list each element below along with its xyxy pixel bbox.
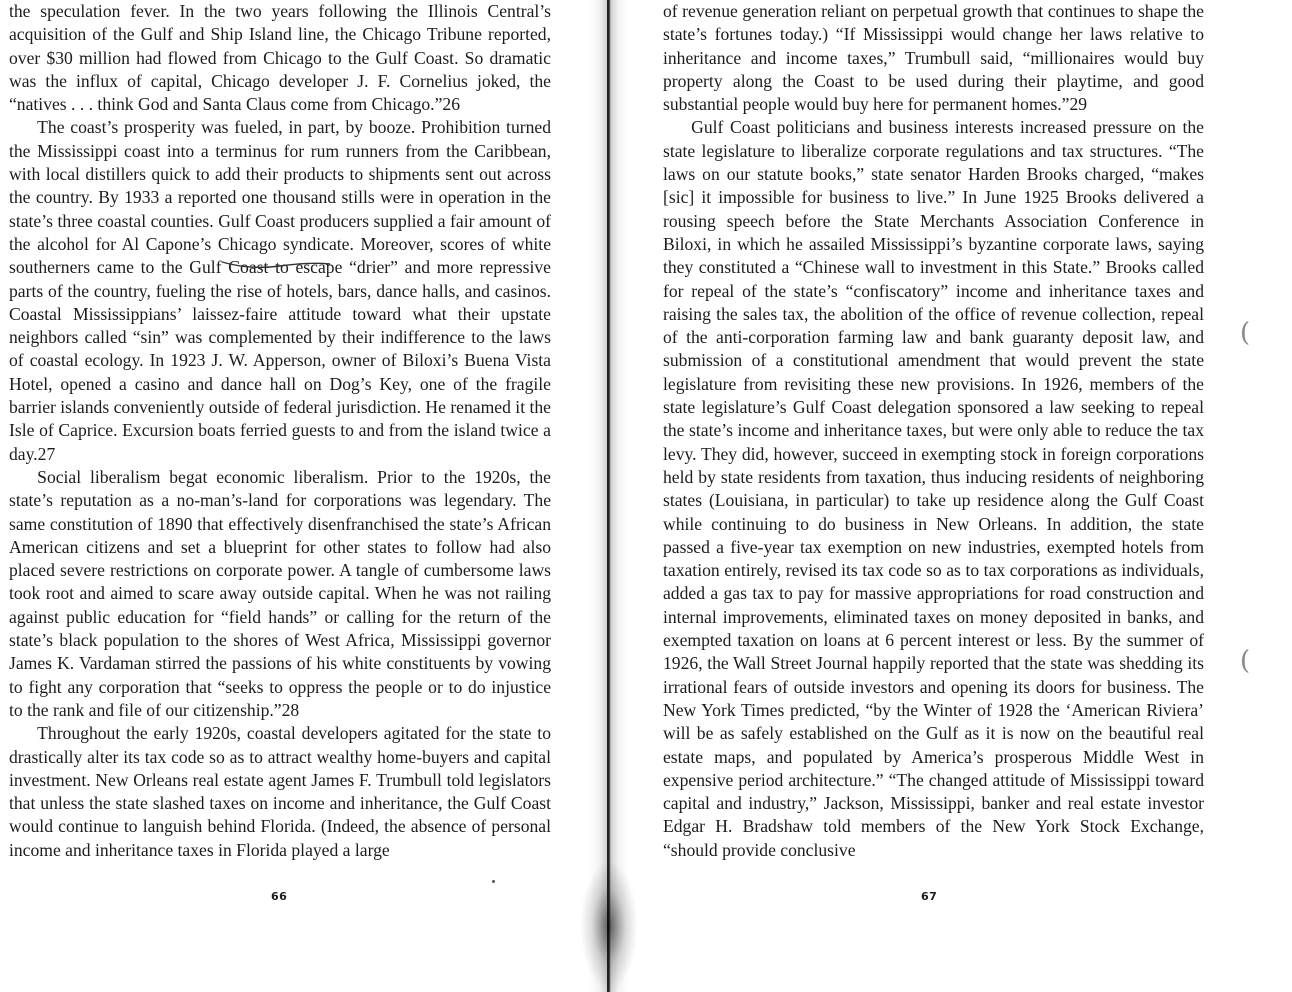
right-page [663, 0, 1204, 862]
scan-speck [492, 880, 495, 883]
left-paragraph-3: Social liberalism begat economic liberalism. Prior to the 1920s, the state’s reputation as a no-man’s-land for corporations was legendary. The same constitution of 1890 that effectively disenfranchised the state’s African American citizens and set a blueprint for other states to follow had also placed severe restrictions on corporate power. A tangle of cumbersome laws took root and aimed to scare away outside capital. When he was not railing against public education for “field hands” or calling for the return of the state’s black population to the shores of West Africa, Mississippi governor James K. Vardaman stirred the passions of his white constituents by vowing to fight any corporation that “seeks to oppress the people or to do injustice to the rank and file of our citizenship.”28 [9, 466, 551, 720]
margin-bracket-mark: ( [1240, 318, 1251, 348]
left-paragraph-1: the speculation fever. In the two years following the Illinois Central’s acquisition of the Gulf and Ship Island line, the Chicago Tribune reported, over $30 million had flowed from Chicago to the Gulf Coast. So dramatic was the influx of capital, Chicago developer J. F. Cornelius joked, the “natives . . . think God and Santa Claus come from Chicago.”26 [9, 1, 551, 115]
margin-bracket-mark: ( [1240, 646, 1251, 676]
right-paragraph-2: Gulf Coast politicians and business interests increased pressure on the state legislature to liberalize corporate regulations and tax structures. “The laws on our statute books,” state senator Harden Brooks charged, “makes [sic] it impossible for business to live.” In June 1925 Brooks delivered a rousing speech before the State Merchants Association Conference in Biloxi, in which he assailed Mississippi’s byzantine corporate laws, saying they constituted a “Chinese wall to investment in this State.” Brooks called for repeal of the state’s “confiscatory” income and inheritance taxes and raising the sales tax, the abolition of the office of revenue collection, repeal of the anti-corporation farming law and bank guaranty deposit law, and submission of a constitutional amendment that would prevent the state legislature from revisiting these new provisions. In 1926, members of the state legislature’s Gulf Coast delegation sponsored a law seeking to repeal the state’s income and inheritance taxes, but were only able to reduce the tax levy. They did, however, succeed in exempting stock in foreign corporations held by state residents from taxation, thus inducing residents of neighboring states (Louisiana, in particular) to take up residence along the Gulf Coast while continuing to do business in New Orleans. In addition, the state passed a five-year tax exemption on new industries, exempted hotels from taxation entirely, revised its tax code so as to tax corporations as individuals, added a gas tax to pay for massive appropriations for road construction and internal improvements, eliminated taxes on money deposited in banks, and exempted taxation on loans at 6 percent interest or less. By the summer of 1926, the Wall Street Journal happily reported that the state was shedding its irrational fears of outside investors and opening its doors for business. The New York Times predicted, “by the Winter of 1928 the ‘American Riviera’ will be as safely established on the Gulf as it is now on the beautiful real estate maps, and populated by America’s prosperous Middle West in expensive period architecture.” “The changed attitude of Mississippi toward capital and industry,” Jackson, Mississippi, banker and real estate investor Edgar H. Bradshaw told members of the New York Stock Exchange, “should provide conclusive [663, 117, 1204, 860]
right-page-number: 67 [921, 890, 938, 903]
left-paragraph-2: The coast’s prosperity was fueled, in part, by booze. Prohibition turned the Mississippi coast into a terminus for rum runners from the Caribbean, with local distillers quick to add their products to shipments sent out across the country. By 1933 a reported one thousand stills were in operation in the state’s three coastal counties. Gulf Coast producers supplied a fair amount of the alcohol for Al Capone’s Chicago syndicate. Moreover, scores of white southerners came to the Gulf Coast to escape “drier” and more repressive parts of the country, fueling the rise of hotels, bars, dance halls, and casinos. Coastal Mississippians’ laissez-faire attitude toward what their upstate neighbors called “sin” was complemented by their indifference to the laws of coastal ecology. In 1923 J. W. Apperson, owner of Biloxi’s Buena Vista Hotel, opened a casino and dance hall on Dog’s Key, one of the fragile barrier islands conveniently outside of federal jurisdiction. He renamed it the Isle of Caprice. Excursion boats ferried guests to and from the island twice a day.27 [9, 117, 551, 464]
left-page [9, 0, 551, 862]
book-gutter [590, 0, 628, 992]
book-spine-line [607, 0, 609, 992]
spine-shadow [580, 860, 638, 992]
left-paragraph-4: Throughout the early 1920s, coastal developers agitated for the state to drastically alter its tax code so as to attract wealthy home-buyers and capital investment. New Orleans real estate agent James F. Trumbull told legislators that unless the state slashed taxes on income and inheritance, the Gulf Coast would continue to languish behind Florida. (Indeed, the absence of personal income and inheritance taxes in Florida played a large [9, 723, 551, 860]
right-paragraph-1: of revenue generation reliant on perpetual growth that continues to shape the state’s fortunes today.) “If Mississippi would change her laws relative to inheritance and income taxes,” Trumbull said, “millionaires would buy property along the Coast to be used during their playtime, and good substantial people would buy here for permanent homes.”29 [663, 1, 1204, 115]
left-page-number: 66 [271, 890, 288, 903]
pen-underline-mark [220, 258, 332, 270]
